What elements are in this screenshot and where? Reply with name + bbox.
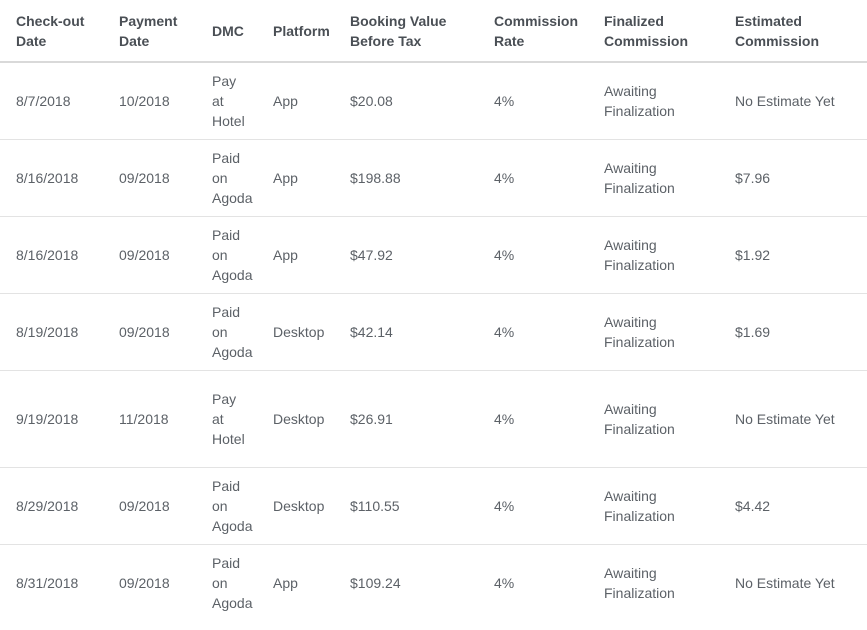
commission-rate-cell: 4% (476, 62, 586, 139)
platform-cell: App (255, 139, 332, 216)
platform-cell: App (273, 574, 298, 591)
checkout-date-cell: 8/29/2018 (0, 467, 101, 544)
finalized-commission-cell: Awaiting Finalization (586, 139, 717, 216)
booking-value-cell: $26.91 (332, 370, 476, 467)
estimated-commission-cell: $4.42 (717, 467, 867, 544)
column-header-dmc: DMC (194, 0, 255, 62)
commission-rate-cell: 4% (476, 216, 586, 293)
dmc-cell: Paid on Agoda (194, 139, 255, 216)
payment-date-cell: 09/2018 (101, 293, 194, 370)
dmc-cell: Paid on Agoda (194, 216, 255, 293)
checkout-date-cell: 8/16/2018 (0, 139, 101, 216)
finalized-commission-cell: Awaiting Finalization (586, 62, 717, 139)
payment-date-cell: 09/2018 (101, 216, 194, 293)
finalized-commission-cell: Awaiting Finalization (586, 370, 717, 467)
table-row (0, 216, 867, 293)
payment-date-cell: 10/2018 (101, 62, 194, 139)
table-row (0, 62, 867, 139)
payment-date-cell: 11/2018 (101, 370, 194, 467)
table-header (0, 0, 867, 62)
table-body (0, 62, 867, 621)
booking-value-cell: $47.92 (332, 216, 476, 293)
column-header-finalized-commission: Finalized Commission (586, 0, 717, 62)
finalized-commission-cell: Awaiting Finalization (604, 564, 675, 601)
commission-rate-cell: 4% (476, 139, 586, 216)
platform-cell: App (255, 216, 332, 293)
dmc-cell: Paid on Agoda (212, 554, 253, 611)
booking-value-cell: $42.14 (332, 293, 476, 370)
commission-rate-cell: 4% (476, 293, 586, 370)
header-row (0, 0, 867, 62)
checkout-date-cell: 9/19/2018 (0, 370, 101, 467)
column-header-platform: Platform (255, 0, 332, 62)
checkout-date-cell: 8/16/2018 (0, 216, 101, 293)
column-header-booking-value: Booking Value Before Tax (332, 0, 476, 62)
column-header-checkout-date: Check-out Date (0, 0, 101, 62)
dmc-cell: Pay at Hotel (194, 370, 255, 467)
finalized-commission-cell: Awaiting Finalization (586, 467, 717, 544)
table-row (0, 293, 867, 370)
booking-value-cell: $198.88 (332, 139, 476, 216)
checkout-date-cell: 8/7/2018 (0, 62, 101, 139)
estimated-commission-cell: No Estimate Yet (717, 62, 867, 139)
column-header-commission-rate: Commission Rate (476, 0, 586, 62)
column-header-estimated-commission: Estimated Commission (717, 0, 867, 62)
table-row (0, 370, 867, 467)
dmc-cell: Pay at Hotel (194, 62, 255, 139)
finalized-commission-cell: Awaiting Finalization (586, 216, 717, 293)
commission-rate-cell: 4% (476, 370, 586, 467)
checkout-date-cell: 8/19/2018 (0, 293, 101, 370)
platform-cell: Desktop (255, 467, 332, 544)
estimated-commission-cell: $7.96 (717, 139, 867, 216)
table-row (0, 544, 867, 621)
dmc-cell: Paid on Agoda (194, 293, 255, 370)
checkout-date-cell: 8/31/2018 (16, 574, 79, 591)
finalized-commission-cell: Awaiting Finalization (586, 293, 717, 370)
booking-value-cell: $109.24 (350, 574, 401, 591)
platform-cell: Desktop (255, 370, 332, 467)
booking-value-cell: $110.55 (332, 467, 476, 544)
platform-cell: Desktop (255, 293, 332, 370)
commission-rate-cell: 4% (494, 574, 515, 591)
payment-date-cell: 09/2018 (101, 139, 194, 216)
column-header-payment-date: Payment Date (101, 0, 194, 62)
table-row (0, 467, 867, 544)
dmc-cell: Paid on Agoda (194, 467, 255, 544)
platform-cell: App (255, 62, 332, 139)
estimated-commission-cell: $1.69 (717, 293, 867, 370)
estimated-commission-cell: No Estimate Yet (735, 574, 835, 591)
payment-date-cell: 09/2018 (101, 467, 194, 544)
estimated-commission-cell: No Estimate Yet (717, 370, 867, 467)
table-row (0, 139, 867, 216)
booking-value-cell: $20.08 (332, 62, 476, 139)
payment-date-cell: 09/2018 (119, 574, 170, 591)
commission-rate-cell: 4% (476, 467, 586, 544)
estimated-commission-cell: $1.92 (717, 216, 867, 293)
